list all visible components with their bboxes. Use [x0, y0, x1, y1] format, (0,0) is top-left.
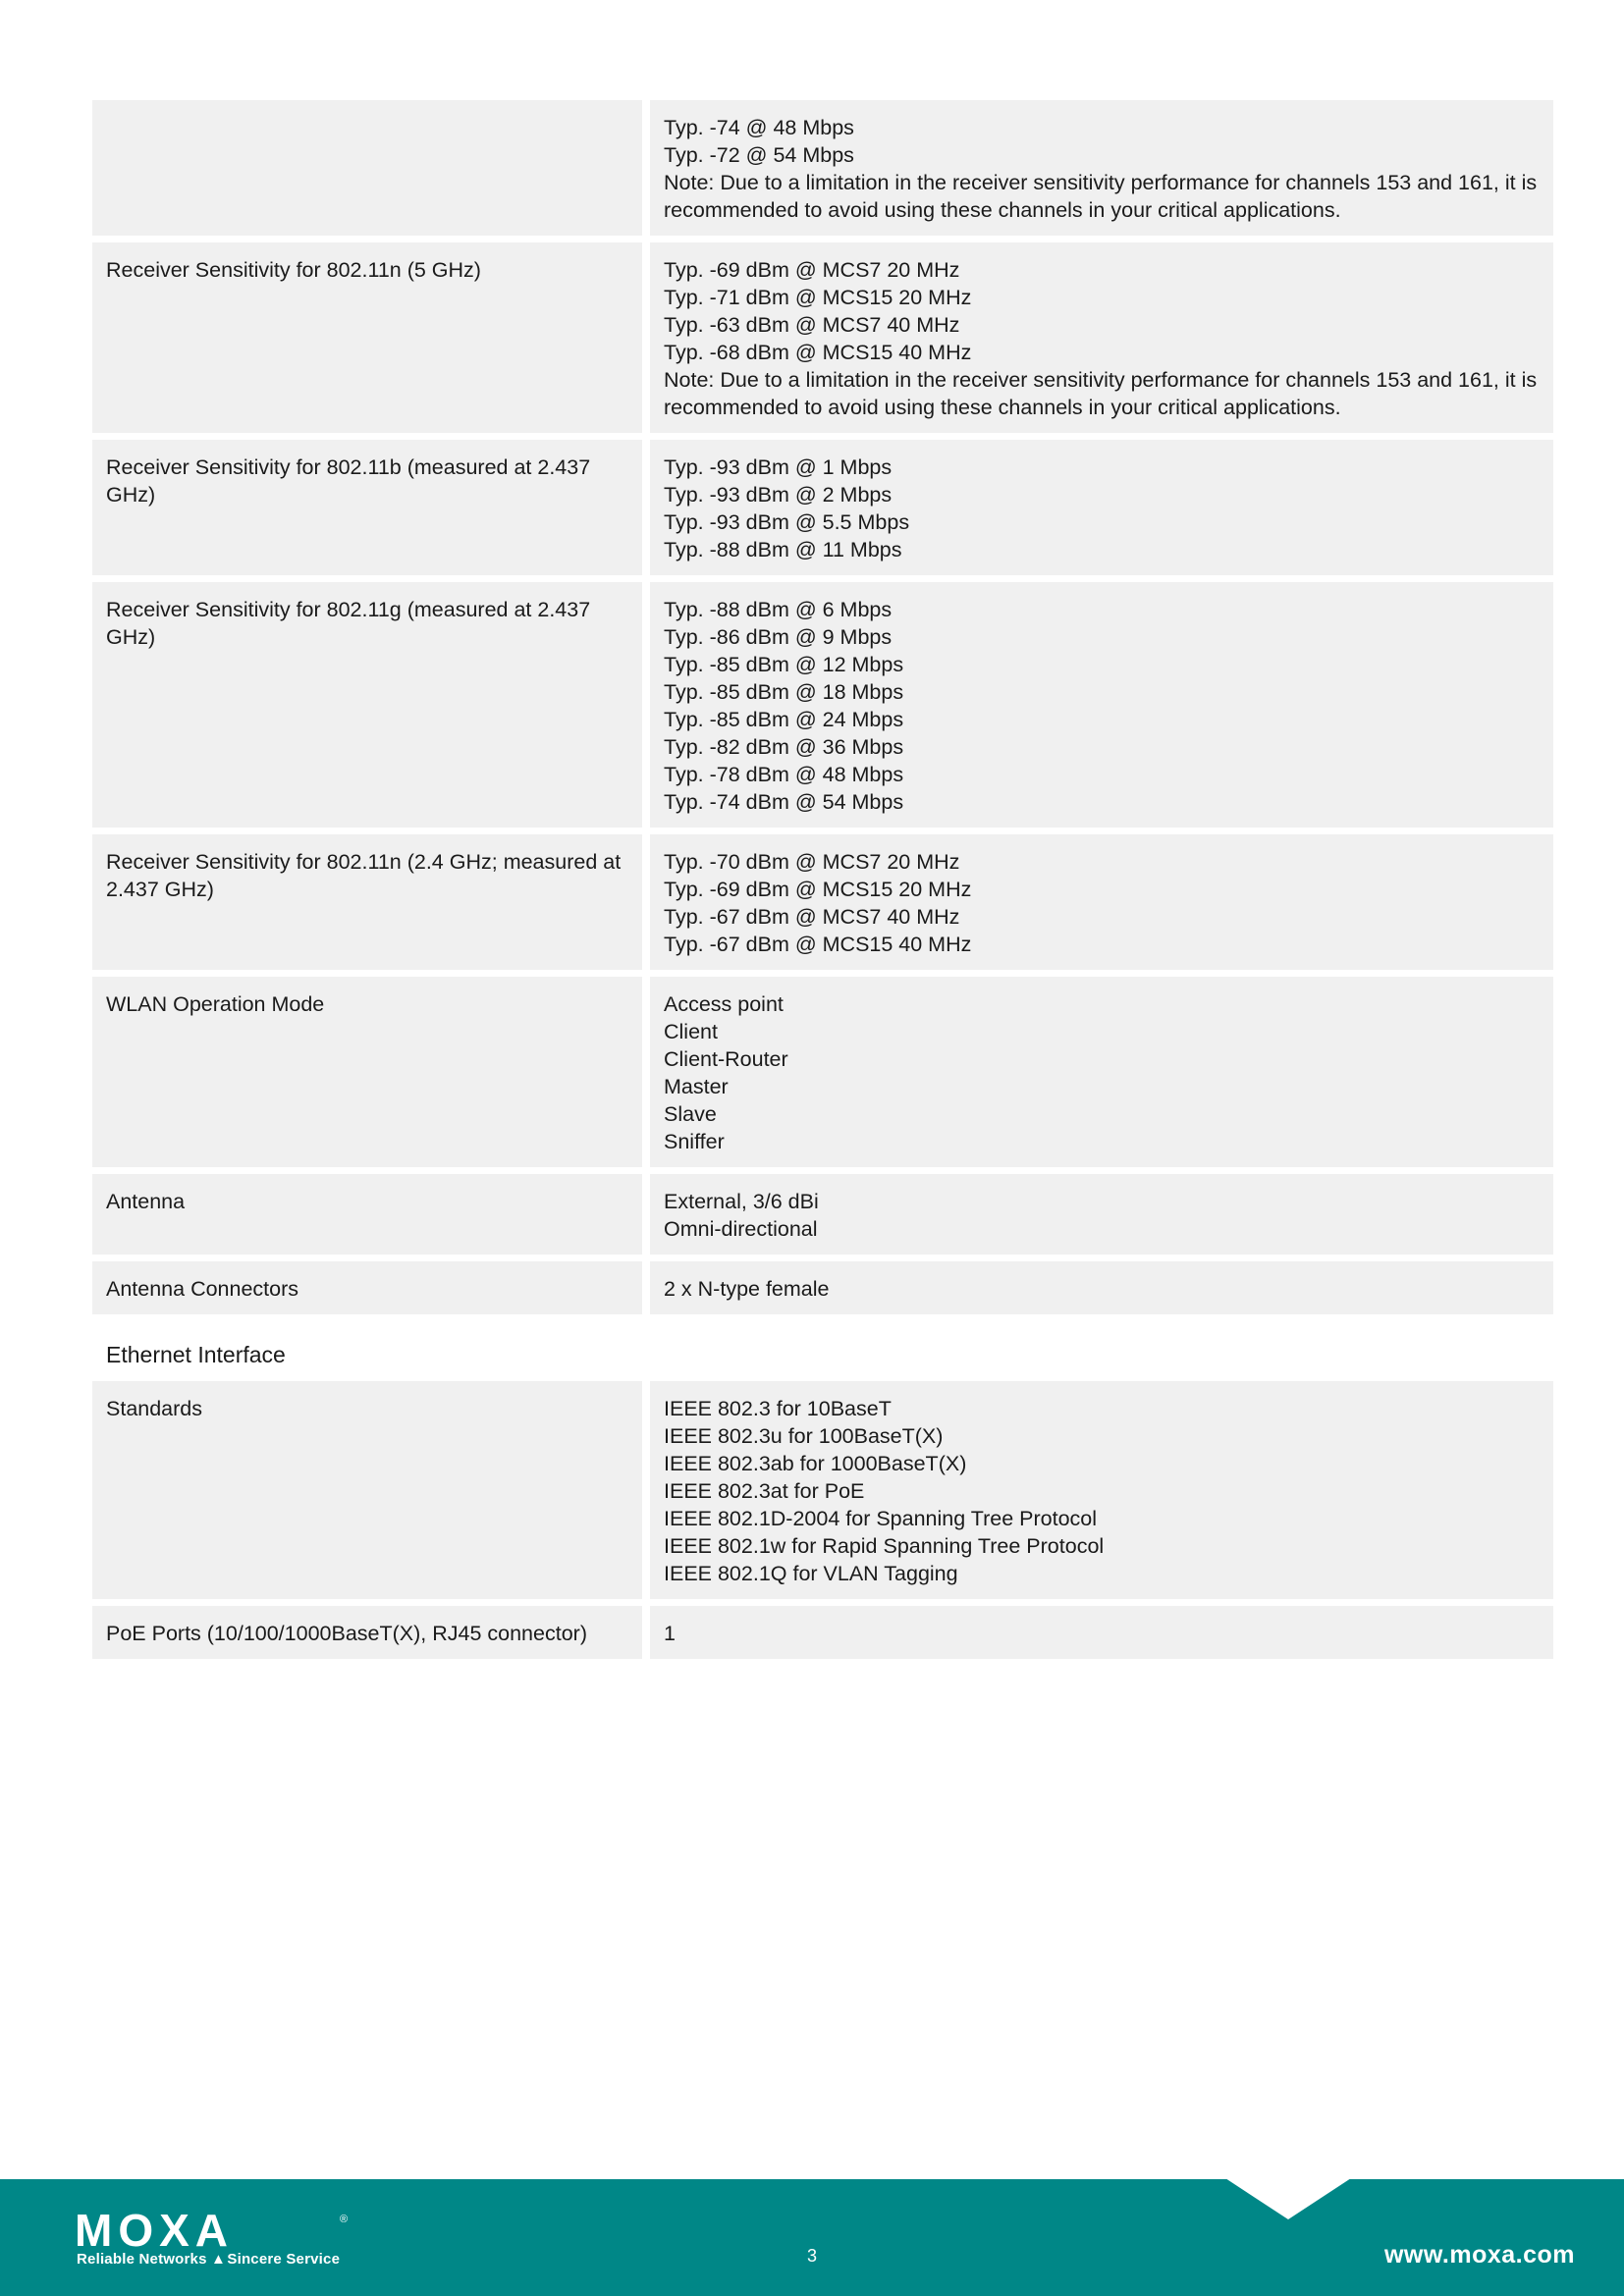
spec-value: [650, 1606, 1553, 1659]
spec-value-line: Client-Router: [664, 1047, 788, 1071]
spec-row: [92, 1261, 1553, 1314]
spec-value: [650, 440, 1553, 575]
website-link[interactable]: www.moxa.com: [1383, 2241, 1575, 2269]
spec-value-line: Typ. -69 dBm @ MCS15 20 MHz: [664, 878, 972, 901]
spec-value-line: Typ. -67 dBm @ MCS15 40 MHz: [664, 933, 972, 956]
spec-value-line: 2 x N-type female: [664, 1277, 830, 1301]
spec-label: Receiver Sensitivity for 802.11b (measured at 2.437 GHz): [92, 440, 642, 575]
spec-value-line: Typ. -71 dBm @ MCS15 20 MHz: [664, 286, 972, 309]
spec-value-line: Access point: [664, 992, 784, 1016]
spec-row: [92, 1174, 1553, 1255]
spec-value-line: Typ. -70 dBm @ MCS7 20 MHz: [664, 850, 960, 874]
spec-value-line: Typ. -78 dBm @ 48 Mbps: [664, 763, 904, 786]
spec-value: [650, 582, 1553, 828]
tagline: [77, 2251, 340, 2268]
spec-value-line: Sniffer: [664, 1130, 725, 1153]
spec-value-line: IEEE 802.1w for Rapid Spanning Tree Protocol: [664, 1534, 1105, 1558]
logo-wordmark: MOXA: [75, 2209, 234, 2256]
spec-rows-wireless: [92, 100, 1553, 1314]
spec-value-line: Slave: [664, 1102, 717, 1126]
spec-value-line: Typ. -93 dBm @ 2 Mbps: [664, 483, 893, 507]
spec-row: [92, 582, 1553, 828]
spec-value: [650, 977, 1553, 1167]
spec-label: PoE Ports (10/100/1000BaseT(X), RJ45 connector): [92, 1606, 642, 1659]
spec-value: [650, 1261, 1553, 1314]
tagline-left: Reliable Networks: [77, 2251, 207, 2268]
spec-row: [92, 242, 1553, 433]
spec-value-line: Master: [664, 1075, 729, 1098]
spec-value: [650, 1381, 1553, 1599]
spec-value-line: Typ. -88 dBm @ 6 Mbps: [664, 598, 893, 621]
spec-row: [92, 977, 1553, 1167]
registered-mark-icon: ®: [340, 2214, 349, 2225]
spec-value-line: Note: Due to a limitation in the receiver sensitivity performance for channels 153 and 161, it is recommended to avoid using these channels in your critical applications.: [664, 368, 1543, 419]
spec-row: [92, 834, 1553, 970]
spec-value-line: Typ. -74 dBm @ 54 Mbps: [664, 790, 904, 814]
spec-value: [650, 834, 1553, 970]
spec-label: WLAN Operation Mode: [92, 977, 642, 1167]
spec-label: Receiver Sensitivity for 802.11n (5 GHz): [92, 242, 642, 433]
spec-value-line: Typ. -74 @ 48 Mbps: [664, 116, 854, 139]
spec-value-line: IEEE 802.1D-2004 for Spanning Tree Protocol: [664, 1507, 1098, 1530]
spec-rows-ethernet: [92, 1381, 1553, 1659]
spec-label: Standards: [92, 1381, 642, 1599]
spec-value: [650, 100, 1553, 236]
tagline-right: Sincere Service: [227, 2251, 341, 2268]
spec-row: [92, 440, 1553, 575]
spec-label: Receiver Sensitivity for 802.11n (2.4 GHz; measured at 2.437 GHz): [92, 834, 642, 970]
spec-value-line: Omni-directional: [664, 1217, 818, 1241]
section-heading: Ethernet Interface: [106, 1342, 286, 1367]
spec-row: [92, 100, 1553, 236]
spec-value-line: IEEE 802.1Q for VLAN Tagging: [664, 1562, 958, 1585]
spec-label: [92, 100, 642, 236]
spec-value-line: Typ. -69 dBm @ MCS7 20 MHz: [664, 258, 960, 282]
spec-value-line: Typ. -68 dBm @ MCS15 40 MHz: [664, 341, 972, 364]
spec-value-line: Typ. -86 dBm @ 9 Mbps: [664, 625, 893, 649]
spec-value-line: IEEE 802.3ab for 1000BaseT(X): [664, 1452, 967, 1475]
spec-value-line: IEEE 802.3at for PoE: [664, 1479, 865, 1503]
spec-row: [92, 1606, 1553, 1659]
spec-value-line: Typ. -93 dBm @ 1 Mbps: [664, 455, 893, 479]
spec-table: [92, 100, 1553, 1666]
spec-value-line: Typ. -88 dBm @ 11 Mbps: [664, 538, 902, 561]
triangle-icon: ▲: [211, 2251, 227, 2268]
spec-value-line: IEEE 802.3 for 10BaseT: [664, 1397, 892, 1420]
spec-label: Antenna Connectors: [92, 1261, 642, 1314]
spec-value-line: Typ. -85 dBm @ 18 Mbps: [664, 680, 904, 704]
spec-value-line: Typ. -82 dBm @ 36 Mbps: [664, 735, 904, 759]
spec-value: [650, 1174, 1553, 1255]
spec-label: Receiver Sensitivity for 802.11g (measured at 2.437 GHz): [92, 582, 642, 828]
footer-notch-shape: [1225, 2178, 1351, 2219]
spec-value-line: 1: [664, 1622, 676, 1645]
spec-value-line: Client: [664, 1020, 718, 1043]
spec-value-line: External, 3/6 dBi: [664, 1190, 819, 1213]
spec-value-line: Typ. -72 @ 54 Mbps: [664, 143, 854, 167]
spec-value-line: Typ. -85 dBm @ 12 Mbps: [664, 653, 904, 676]
spec-label: Antenna: [92, 1174, 642, 1255]
spec-value-line: Typ. -63 dBm @ MCS7 40 MHz: [664, 313, 960, 337]
spec-value: [650, 242, 1553, 433]
spec-value-line: Note: Due to a limitation in the receiver sensitivity performance for channels 153 and 161, it is recommended to avoid using these channels in your critical applications.: [664, 171, 1543, 222]
spec-value-line: Typ. -93 dBm @ 5.5 Mbps: [664, 510, 910, 534]
page-number: 3: [806, 2246, 817, 2266]
spec-row: [92, 1381, 1553, 1599]
spec-value-line: IEEE 802.3u for 100BaseT(X): [664, 1424, 944, 1448]
spec-value-line: Typ. -67 dBm @ MCS7 40 MHz: [664, 905, 960, 929]
spec-value-line: Typ. -85 dBm @ 24 Mbps: [664, 708, 904, 731]
